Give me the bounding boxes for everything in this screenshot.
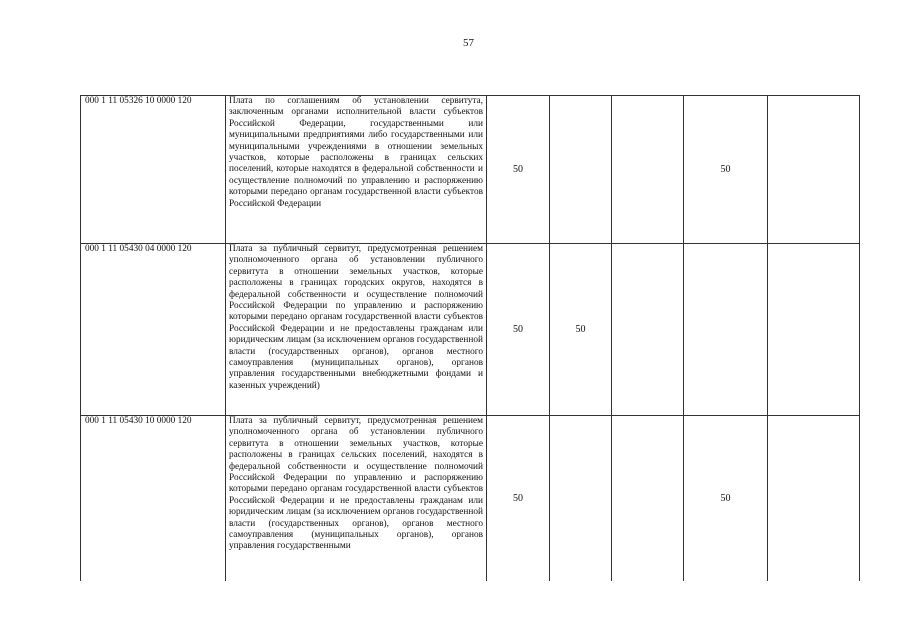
description-text: Плата за публичный сервитут, предусмотренная решением уполномоченного органа об установлении публичного сервитута в отношении земельных участков, которые расположены в границах сельских поселений, находятся в федеральной собственности и осуществление полномочий Российской Федерации по управлению и распоряжению которыми передано органам государственной власти субъектов Российской Федерации и не предоставлены гражданам или юридическим лицам (за исключением органов государственной власти (государственных органов), органов местного самоуправления (муниципальных органов), органов управления государственными <box>229 416 483 552</box>
page-number: 57 <box>463 37 474 49</box>
value-cell: 50 <box>487 244 550 416</box>
description-text: Плата по соглашениям об установлении сервитута, заключенным органами исполнительной власти субъектов Российской Федерации, государственными или муниципальными предприятиями либо государственными или муниципальными учреждениями в отношении земельных участков, которые расположены в границах сельских поселений, которые находятся в федеральной собственности и осуществление полномочий по управлению и распоряжению которыми передано органам государственной власти субъектов Российской Федерации <box>229 96 483 209</box>
table-row <box>81 244 860 416</box>
value-cell <box>550 96 612 244</box>
description-text: Плата за публичный сервитут, предусмотренная решением уполномоченного органа об установлении публичного сервитута в отношении земельных участков, которые расположены в границах городских округов, находятся в федеральной собственности и осуществление полномочий Российской Федерации по управлению и распоряжению которыми передано органам государственной власти субъектов Российской Федерации и не предоставлены гражданам или юридическим лицам (за исключением органов государственной власти (государственных органов), органов местного самоуправления (муниципальных органов), органов управления государственными внебюджетными фондами и казенных учреждений) <box>229 244 483 391</box>
table-row <box>81 96 860 244</box>
description-cell <box>226 96 487 244</box>
description-cell <box>226 416 487 581</box>
value-cell <box>768 244 860 416</box>
value-cell: 50 <box>550 244 612 416</box>
value-cell <box>612 96 684 244</box>
value-cell <box>612 244 684 416</box>
value-cell <box>768 96 860 244</box>
budget-code-cell: 000 1 11 05326 10 0000 120 <box>81 96 226 244</box>
budget-revenue-table <box>80 95 860 581</box>
value-cell <box>550 416 612 581</box>
value-cell: 50 <box>684 416 768 581</box>
description-cell <box>226 244 487 416</box>
value-cell <box>684 244 768 416</box>
value-cell: 50 <box>684 96 768 244</box>
value-cell: 50 <box>487 96 550 244</box>
table-row <box>81 416 860 581</box>
budget-code-cell: 000 1 11 05430 10 0000 120 <box>81 416 226 581</box>
value-cell <box>768 416 860 581</box>
value-cell <box>612 416 684 581</box>
budget-code-cell: 000 1 11 05430 04 0000 120 <box>81 244 226 416</box>
value-cell: 50 <box>487 416 550 581</box>
